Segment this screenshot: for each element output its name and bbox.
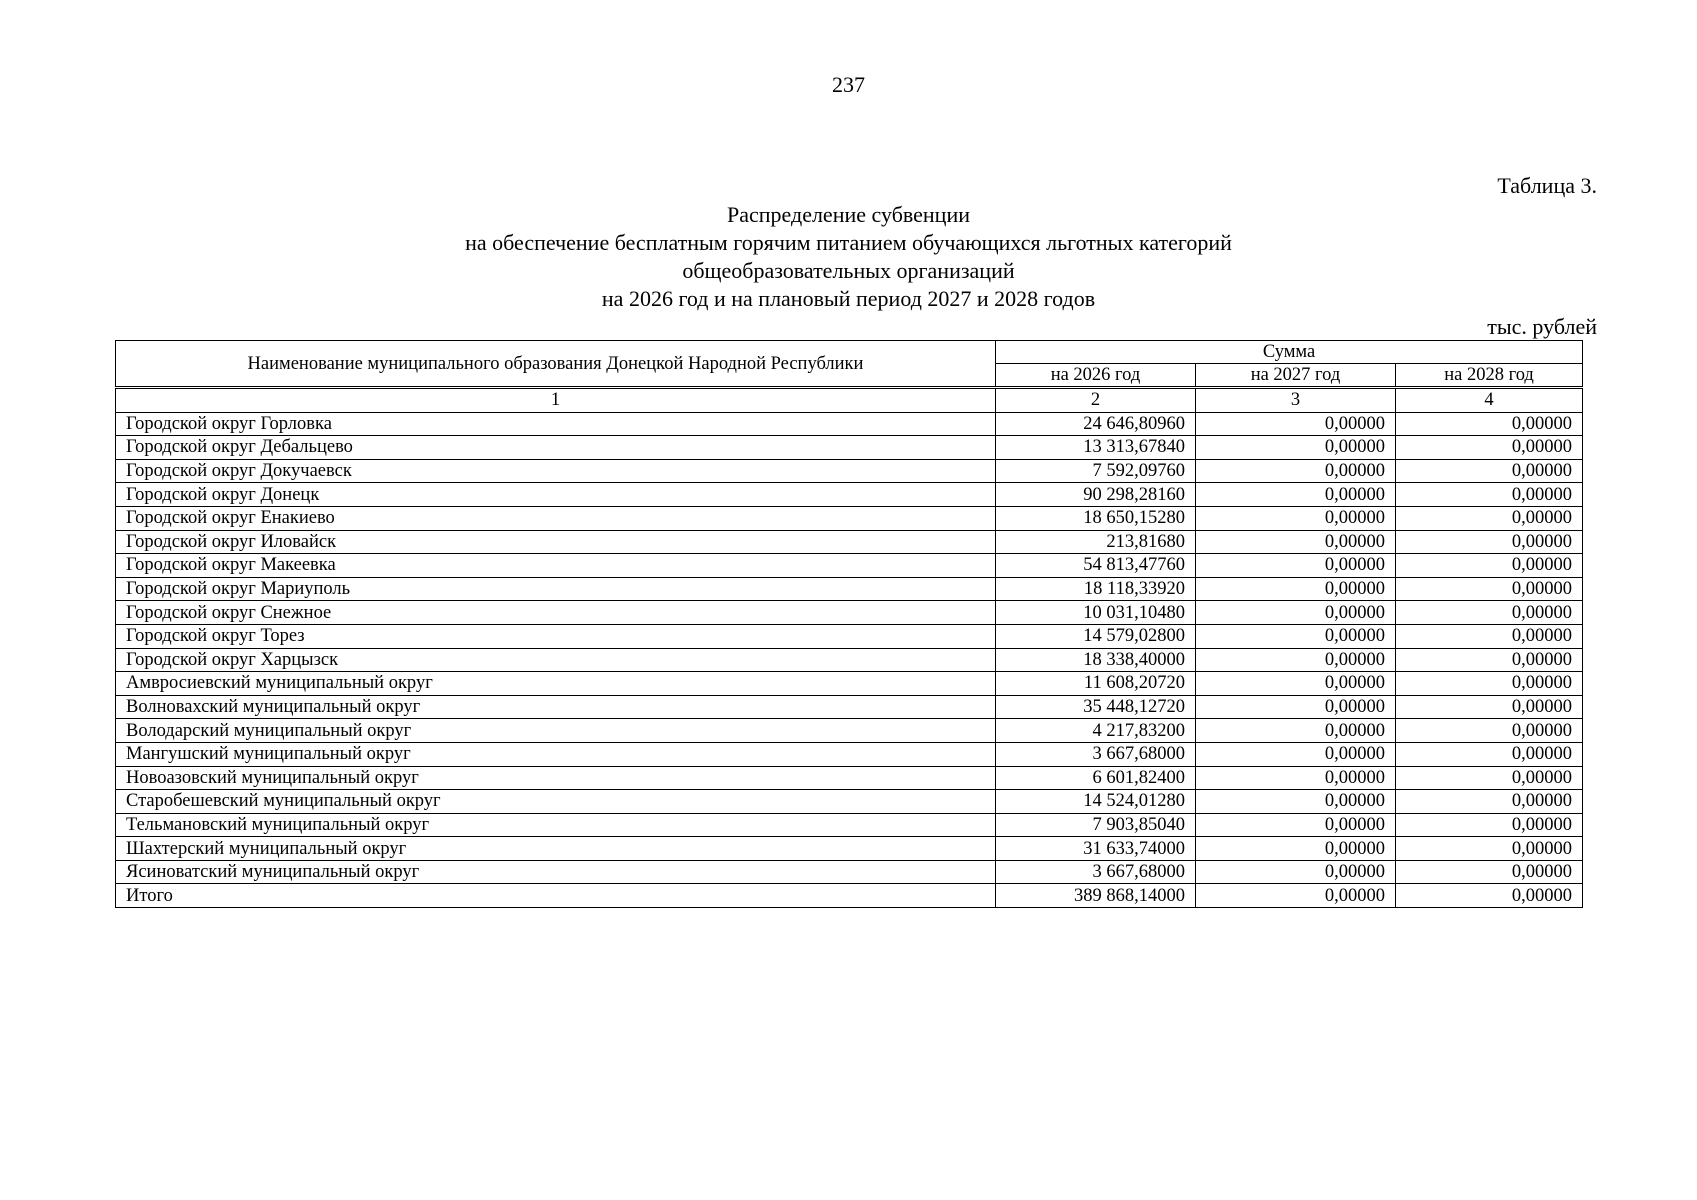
table-row bbox=[116, 742, 1583, 766]
amount-2026: 14 524,01280 bbox=[996, 790, 1196, 814]
municipality-name: Тельмановский муниципальный округ bbox=[116, 813, 996, 837]
year-2028-header: на 2028 год bbox=[1396, 364, 1583, 388]
table-row bbox=[116, 672, 1583, 696]
amount-2027: 0,00000 bbox=[1196, 530, 1396, 554]
amount-2028: 0,00000 bbox=[1396, 624, 1583, 648]
amount-2026: 35 448,12720 bbox=[996, 695, 1196, 719]
table-row bbox=[116, 483, 1583, 507]
municipality-name: Волновахский муниципальный округ bbox=[116, 695, 996, 719]
amount-2027: 0,00000 bbox=[1196, 577, 1396, 601]
table-label: Таблица 3. bbox=[1497, 173, 1597, 198]
amount-2028: 0,00000 bbox=[1396, 648, 1583, 672]
amount-2027: 0,00000 bbox=[1196, 436, 1396, 460]
amount-2028: 0,00000 bbox=[1396, 672, 1583, 696]
amount-2026: 18 650,15280 bbox=[996, 506, 1196, 530]
amount-2027: 0,00000 bbox=[1196, 766, 1396, 790]
municipality-name: Городской округ Иловайск bbox=[116, 530, 996, 554]
amount-2027: 0,00000 bbox=[1196, 672, 1396, 696]
amount-2026: 31 633,74000 bbox=[996, 837, 1196, 861]
page-number: 237 bbox=[832, 72, 865, 97]
municipality-name: Итого bbox=[116, 884, 996, 908]
amount-2026: 14 579,02800 bbox=[996, 624, 1196, 648]
column-index: 1 bbox=[116, 388, 996, 413]
units-label: тыс. рублей bbox=[1487, 314, 1597, 339]
amount-2028: 0,00000 bbox=[1396, 790, 1583, 814]
municipality-name: Шахтерский муниципальный округ bbox=[116, 837, 996, 861]
table-title bbox=[0, 201, 1697, 313]
amount-2028: 0,00000 bbox=[1396, 742, 1583, 766]
amount-2026: 6 601,82400 bbox=[996, 766, 1196, 790]
table-row bbox=[116, 436, 1583, 460]
amount-2026: 7 903,85040 bbox=[996, 813, 1196, 837]
amount-2028: 0,00000 bbox=[1396, 506, 1583, 530]
column-index: 4 bbox=[1396, 388, 1583, 413]
table-row bbox=[116, 577, 1583, 601]
title-line: общеобразовательных организаций bbox=[682, 258, 1015, 283]
table-row bbox=[116, 790, 1583, 814]
amount-2026: 7 592,09760 bbox=[996, 459, 1196, 483]
table-row bbox=[116, 860, 1583, 884]
title-line: на 2026 год и на плановый период 2027 и 2028 годов bbox=[601, 286, 1096, 311]
amount-2026: 24 646,80960 bbox=[996, 412, 1196, 436]
municipality-name: Городской округ Дебальцево bbox=[116, 436, 996, 460]
municipality-name: Володарский муниципальный округ bbox=[116, 719, 996, 743]
municipality-name: Старобешевский муниципальный округ bbox=[116, 790, 996, 814]
amount-2026: 389 868,14000 bbox=[996, 884, 1196, 908]
amount-2026: 4 217,83200 bbox=[996, 719, 1196, 743]
municipality-name: Новоазовский муниципальный округ bbox=[116, 766, 996, 790]
table-row bbox=[116, 648, 1583, 672]
title-line: на обеспечение бесплатным горячим питанием обучающихся льготных категорий bbox=[465, 230, 1232, 255]
municipality-name: Ясиноватский муниципальный округ bbox=[116, 860, 996, 884]
amount-2028: 0,00000 bbox=[1396, 695, 1583, 719]
amount-2026: 10 031,10480 bbox=[996, 601, 1196, 625]
amount-2028: 0,00000 bbox=[1396, 436, 1583, 460]
municipality-name: Городской округ Докучаевск bbox=[116, 459, 996, 483]
amount-2027: 0,00000 bbox=[1196, 860, 1396, 884]
table-row bbox=[116, 766, 1583, 790]
amount-2027: 0,00000 bbox=[1196, 790, 1396, 814]
municipality-name: Городской округ Снежное bbox=[116, 601, 996, 625]
table-row bbox=[116, 695, 1583, 719]
amount-2026: 18 118,33920 bbox=[996, 577, 1196, 601]
amount-2028: 0,00000 bbox=[1396, 601, 1583, 625]
year-2027-header: на 2027 год bbox=[1196, 364, 1396, 388]
amount-2026: 213,81680 bbox=[996, 530, 1196, 554]
amount-2028: 0,00000 bbox=[1396, 483, 1583, 507]
amount-2026: 3 667,68000 bbox=[996, 860, 1196, 884]
amount-2027: 0,00000 bbox=[1196, 601, 1396, 625]
municipality-name: Городской округ Горловка bbox=[116, 412, 996, 436]
municipality-name: Городской округ Харцызск bbox=[116, 648, 996, 672]
amount-2026: 3 667,68000 bbox=[996, 742, 1196, 766]
amount-2028: 0,00000 bbox=[1396, 530, 1583, 554]
amount-2027: 0,00000 bbox=[1196, 412, 1396, 436]
amount-2028: 0,00000 bbox=[1396, 459, 1583, 483]
municipality-name: Городской округ Енакиево bbox=[116, 506, 996, 530]
amount-2027: 0,00000 bbox=[1196, 648, 1396, 672]
table-row bbox=[116, 813, 1583, 837]
amount-2028: 0,00000 bbox=[1396, 884, 1583, 908]
amount-2026: 18 338,40000 bbox=[996, 648, 1196, 672]
table-row bbox=[116, 412, 1583, 436]
table-row bbox=[116, 530, 1583, 554]
amount-2028: 0,00000 bbox=[1396, 554, 1583, 578]
amount-2028: 0,00000 bbox=[1396, 813, 1583, 837]
municipality-name: Городской округ Донецк bbox=[116, 483, 996, 507]
column-index-row bbox=[116, 388, 1583, 413]
municipality-name: Городской округ Макеевка bbox=[116, 554, 996, 578]
sum-header: Сумма bbox=[996, 341, 1583, 364]
table-row bbox=[116, 459, 1583, 483]
amount-2026: 11 608,20720 bbox=[996, 672, 1196, 696]
amount-2028: 0,00000 bbox=[1396, 719, 1583, 743]
table-row bbox=[116, 554, 1583, 578]
title-line: Распределение субвенции bbox=[726, 202, 971, 227]
table-row bbox=[116, 837, 1583, 861]
column-index: 3 bbox=[1196, 388, 1396, 413]
amount-2027: 0,00000 bbox=[1196, 837, 1396, 861]
amount-2028: 0,00000 bbox=[1396, 577, 1583, 601]
amount-2027: 0,00000 bbox=[1196, 459, 1396, 483]
amount-2027: 0,00000 bbox=[1196, 813, 1396, 837]
year-2026-header: на 2026 год bbox=[996, 364, 1196, 388]
amount-2027: 0,00000 bbox=[1196, 742, 1396, 766]
column-index: 2 bbox=[996, 388, 1196, 413]
amount-2026: 90 298,28160 bbox=[996, 483, 1196, 507]
municipality-column-header: Наименование муниципального образования Донецкой Народной Республики bbox=[116, 341, 996, 388]
table-row bbox=[116, 506, 1583, 530]
municipality-name: Мангушский муниципальный округ bbox=[116, 742, 996, 766]
municipality-name: Амвросиевский муниципальный округ bbox=[116, 672, 996, 696]
table-row bbox=[116, 624, 1583, 648]
table-row bbox=[116, 601, 1583, 625]
municipality-name: Городской округ Торез bbox=[116, 624, 996, 648]
total-row bbox=[116, 884, 1583, 908]
amount-2026: 13 313,67840 bbox=[996, 436, 1196, 460]
municipality-name: Городской округ Мариуполь bbox=[116, 577, 996, 601]
amount-2027: 0,00000 bbox=[1196, 695, 1396, 719]
amount-2026: 54 813,47760 bbox=[996, 554, 1196, 578]
amount-2028: 0,00000 bbox=[1396, 860, 1583, 884]
amount-2027: 0,00000 bbox=[1196, 884, 1396, 908]
table-row bbox=[116, 719, 1583, 743]
amount-2027: 0,00000 bbox=[1196, 719, 1396, 743]
amount-2028: 0,00000 bbox=[1396, 766, 1583, 790]
amount-2027: 0,00000 bbox=[1196, 554, 1396, 578]
amount-2027: 0,00000 bbox=[1196, 506, 1396, 530]
amount-2027: 0,00000 bbox=[1196, 624, 1396, 648]
amount-2028: 0,00000 bbox=[1396, 837, 1583, 861]
subvention-table bbox=[115, 340, 1583, 908]
amount-2028: 0,00000 bbox=[1396, 412, 1583, 436]
amount-2027: 0,00000 bbox=[1196, 483, 1396, 507]
